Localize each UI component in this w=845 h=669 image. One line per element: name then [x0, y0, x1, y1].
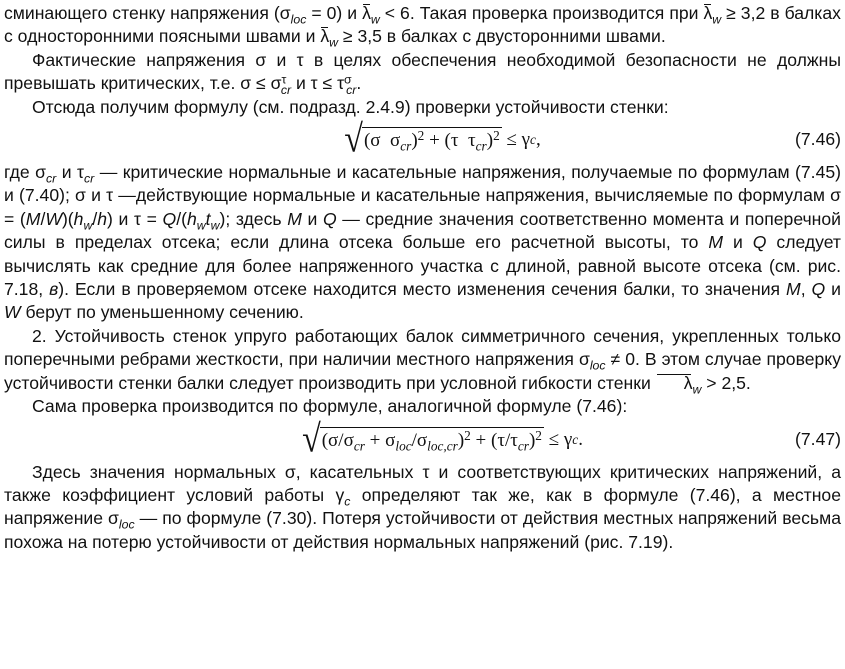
formula-7-47 [4, 419, 841, 461]
paragraph-7: Здесь значения нормальных σ, касательных τ и соответствующих критических напряжений, а также коэффициент условий работы $\gamma_c$ определяют так же, как в формуле (7.46), а местное напряжение $\sigma_{loc}$ — по формуле (7.30). Потеря устойчивости от действия местных напряжений весьма похожа на потерю устойчивости от действия нормальных напряжений (рис. 7.19). [4, 461, 842, 552]
formula-7-47-number: (7.47) [795, 428, 841, 449]
formula-7-46 [4, 119, 841, 161]
paragraph-2: Фактические напряжения σ и τ в целях обеспечения необходимой безопасности не должны превышать критических, т.е. $\sigma \le \sigma^\tau_{cr}$ и $\tau \le \tau^\sigma_{cr}$. [4, 49, 841, 97]
paragraph-3: Отсюда получим формулу (см. подразд. 2.4.9) проверки устойчивости стенки: [32, 96, 669, 117]
paragraph-6: Сама проверка производится по формуле, аналогичной формуле (7.46): [32, 396, 628, 417]
paragraph-4: где $\sigma_{cr}$ и $\tau_{cr}$ — критические нормальные и касательные напряжения, получаемые по формулам (7.45) и (7.40); σ и τ —действующие нормальные и касательные напряжения, вычисляемые по формулам $\sigma = (M/W)(h_w/h)$ и $\tau = Q/(h_wt_w)$; здесь M и Q — средние значения соответственно момента и поперечной силы в пределах отсека; если длина отсека больше его расчетной высоты, то M и Q следует вычислять как средние для более напряженного участка с длиной, равной высоте отсека (см. рис. 7.18, в). Если в проверяемом отсеке находится место изменения сечения балки, то значения M, Q и W берут по уменьшенному сечению. [4, 162, 842, 323]
paragraph-5: 2. Устойчивость стенок упруго работающих балок симметричного сечения, укрепленных только поперечными ребрами жесткости, при наличии местного напряжения $\sigma_{loc} \ne 0$. В этом случае проверку устойчивости стенки балки следует производить при условной гибкости стенки $\lambda_w > 2,5$. [4, 325, 841, 396]
paragraph-1: сминающего стенку напряжения $(\sigma_{loc} = 0)$ и $\lambda_w < 6$. Такая проверка производится при $\lambda_w \ge 3,2$ в балках с односторонними поясными швами и $\lambda_w \ge 3,5$ в балках с двусторонними швами. [4, 3, 841, 50]
formula-7-47-body: √ $(\sigma/\sigma_{cr} + \sigma_{loc}/\sigma_{loc,cr})^2 + (\tau/\tau_{cr})^2$ ≤ γ c . [302, 417, 583, 461]
formula-7-46-body: √ (σ $\sigma_{cr})^2 + (\tau$ $\tau_{cr})^2$ ≤ γ c , [344, 118, 541, 161]
formula-7-46-number: (7.46) [795, 129, 841, 150]
